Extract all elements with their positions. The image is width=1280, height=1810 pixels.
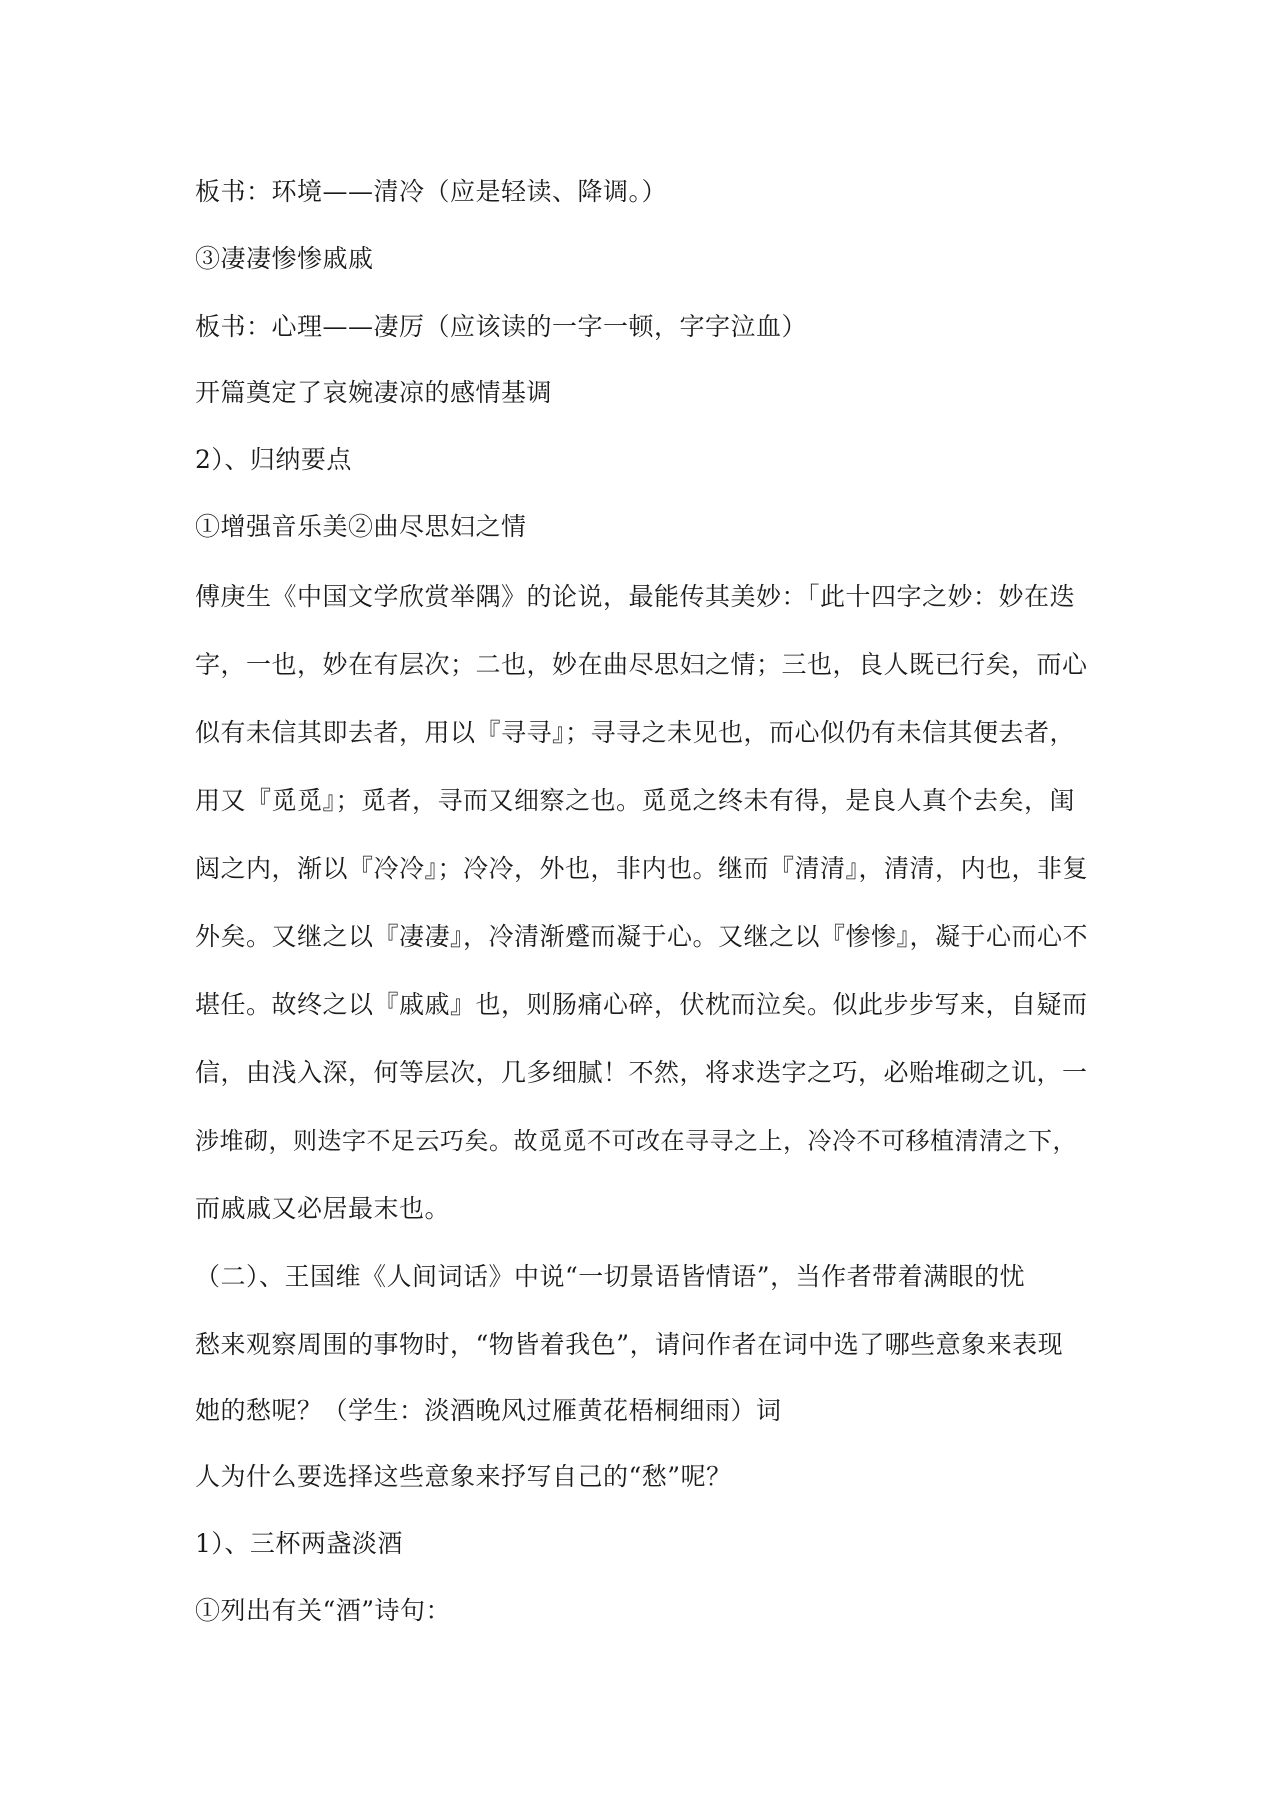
text-line: 外矣。又继之以『凄凄』，冷清渐蹙而凝于心。又继之以『惨惨』，凝于心而心不: [195, 922, 1089, 951]
text-line: 闼之内，渐以『冷冷』；冷冷，外也，非内也。继而『清清』，清清，内也，非复: [195, 854, 1089, 883]
text-line: 板书：心理——凄厉（应该读的一字一顿，字字泣血）: [195, 312, 808, 341]
text-line: 傅庚生《中国文学欣赏举隅》的论说，最能传其美妙：「此十四字之妙：妙在迭: [195, 582, 1076, 611]
text-line: 似有未信其即去者，用以『寻寻』；寻寻之未见也，而心似仍有未信其便去者，: [195, 718, 1076, 747]
text-line: 开篇奠定了哀婉凄凉的感情基调: [195, 378, 553, 407]
text-line: 信，由浅入深，何等层次，几多细腻！不然，将求迭字之巧，必贻堆砌之讥，一: [195, 1058, 1088, 1087]
text-line: 愁来观察周围的事物时，“物皆着我色”，请问作者在词中选了哪些意象来表现: [195, 1330, 1064, 1359]
text-line: 堪任。故终之以『戚戚』也，则肠痛心碎，伏枕而泣矣。似此步步写来，自疑而: [195, 990, 1088, 1019]
text-line: 字，一也，妙在有层次；二也，妙在曲尽思妇之情；三也，良人既已行矣，而心: [195, 650, 1088, 679]
text-line: 人为什么要选择这些意象来抒写自己的“愁”呢？: [195, 1462, 732, 1491]
text-line: （二）、王国维《人间词话》中说“一切景语皆情语”，当作者带着满眼的忧: [195, 1262, 1026, 1291]
text-line: ①增强音乐美②曲尽思妇之情: [195, 512, 527, 541]
text-line: 2）、归纳要点: [195, 445, 352, 474]
text-line: 她的愁呢？（学生：淡酒晚风过雁黄花梧桐细雨）词: [195, 1396, 782, 1425]
text-line: 1）、三杯两盏淡酒: [195, 1529, 403, 1558]
text-line: 而戚戚又必居最末也。: [195, 1194, 451, 1223]
text-line: ①列出有关“酒”诗句：: [195, 1596, 452, 1625]
text-line: 用又『觅觅』；觅者，寻而又细察之也。觅觅之终未有得，是良人真个去矣，闺: [195, 786, 1076, 815]
text-line: ③凄凄惨惨戚戚: [195, 244, 374, 273]
text-line: 板书：环境——清冷（应是轻读、降调。）: [195, 177, 668, 206]
text-line: 涉堆砌，则迭字不足云巧矣。故觅觅不可改在寻寻之上，冷冷不可移植清清之下，: [195, 1127, 1077, 1155]
